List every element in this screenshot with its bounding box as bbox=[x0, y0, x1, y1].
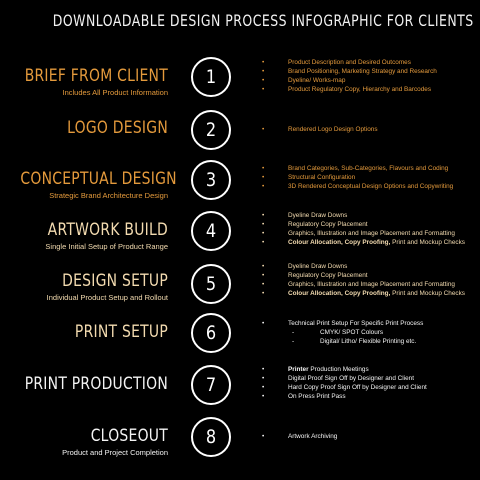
step-number-circle: 6 bbox=[191, 313, 231, 353]
list-item bbox=[262, 289, 476, 298]
step-name: PRINT SETUP bbox=[74, 322, 168, 342]
step-3 bbox=[0, 157, 480, 205]
step-details bbox=[262, 211, 476, 247]
step-details bbox=[262, 164, 476, 191]
list-item: • Technical Print Setup For Specific Print Process bbox=[262, 319, 476, 328]
step-name: DESIGN SETUP bbox=[62, 271, 168, 291]
step-details bbox=[262, 432, 476, 441]
list-item: • Dyeline/ Works-map bbox=[262, 76, 476, 85]
list-item: • Graphics, Illustration and Image Placement and Formatting bbox=[262, 229, 476, 238]
step-details bbox=[262, 319, 476, 346]
list-item: • Artwork Archiving bbox=[262, 432, 476, 441]
bold-text: Colour Allocation, Copy Proofing, bbox=[288, 290, 391, 297]
step-details bbox=[262, 125, 476, 134]
list-item: • Regulatory Copy Placement bbox=[262, 220, 476, 229]
list-item-text: Print and Mockup Checks bbox=[390, 239, 465, 246]
list-item: • 3D Rendered Conceptual Design Options and Copywriting bbox=[262, 182, 476, 191]
step-subtitle: Strategic Brand Architecture Design bbox=[49, 191, 168, 200]
list-item: • On Press Print Pass bbox=[262, 392, 476, 401]
step-name: CLOSEOUT bbox=[90, 426, 168, 446]
step-name: PRINT PRODUCTION bbox=[24, 374, 169, 394]
step-number-circle: 2 bbox=[191, 110, 231, 150]
step-number-circle: 3 bbox=[191, 160, 231, 200]
step-number-circle: 8 bbox=[191, 417, 231, 457]
step-name: BRIEF FROM CLIENT bbox=[24, 66, 168, 86]
step-name: LOGO DESIGN bbox=[67, 118, 168, 138]
step-2 bbox=[0, 106, 480, 154]
list-item-text: Print and Mockup Checks bbox=[390, 290, 465, 297]
list-item: • Product Description and Desired Outcomes bbox=[262, 58, 476, 67]
list-item: • Digital Proof Sign Off by Designer and Client bbox=[262, 374, 476, 383]
list-item: • Brand Categories, Sub-Categories, Flavours and Coding bbox=[262, 164, 476, 173]
step-number-circle: 4 bbox=[191, 211, 231, 251]
step-1 bbox=[0, 52, 480, 100]
list-item-text: Production Meetings bbox=[308, 366, 369, 373]
list-item: • Regulatory Copy Placement bbox=[262, 271, 476, 280]
list-item: • Product Regulatory Copy, Hierarchy and Barcodes bbox=[262, 85, 476, 94]
list-item: • Rendered Logo Design Options bbox=[262, 125, 476, 134]
sub-list-item: - CMYK/ SPOT Colours bbox=[262, 328, 476, 337]
list-item bbox=[262, 365, 476, 374]
step-8 bbox=[0, 415, 480, 463]
step-subtitle: Individual Product Setup and Rollout bbox=[46, 293, 168, 302]
step-6 bbox=[0, 310, 480, 358]
step-name: CONCEPTUAL DESIGN bbox=[20, 169, 177, 189]
step-7 bbox=[0, 362, 480, 410]
page-title: DOWNLOADABLE DESIGN PROCESS INFOGRAPHIC FOR CLIENTS bbox=[52, 11, 474, 30]
step-5 bbox=[0, 261, 480, 309]
bold-text: Printer bbox=[288, 366, 309, 373]
step-subtitle: Product and Project Completion bbox=[62, 448, 168, 457]
step-subtitle: Single Initial Setup of Product Range bbox=[45, 242, 168, 251]
step-subtitle: Includes All Product Information bbox=[62, 88, 168, 97]
list-item: • Structural Configuration bbox=[262, 173, 476, 182]
step-number-circle: 1 bbox=[191, 57, 231, 97]
sub-list-item: - Digital/ Litho/ Flexible Printing etc. bbox=[262, 337, 476, 346]
step-number-circle: 5 bbox=[191, 264, 231, 304]
list-item bbox=[262, 238, 476, 247]
list-item: • Graphics, Illustration and Image Placement and Formatting bbox=[262, 280, 476, 289]
step-details bbox=[262, 58, 476, 94]
bold-text: Colour Allocation, Copy Proofing, bbox=[288, 239, 391, 246]
list-item: • Hard Copy Proof Sign Off by Designer and Client bbox=[262, 383, 476, 392]
list-item: • Dyeline Draw Downs bbox=[262, 262, 476, 271]
step-details bbox=[262, 365, 476, 401]
step-name: ARTWORK BUILD bbox=[47, 220, 168, 240]
list-item: • Brand Positioning, Marketing Strategy and Research bbox=[262, 67, 476, 76]
step-4 bbox=[0, 208, 480, 256]
step-details bbox=[262, 262, 476, 298]
list-item: • Dyeline Draw Downs bbox=[262, 211, 476, 220]
step-number-circle: 7 bbox=[191, 365, 231, 405]
